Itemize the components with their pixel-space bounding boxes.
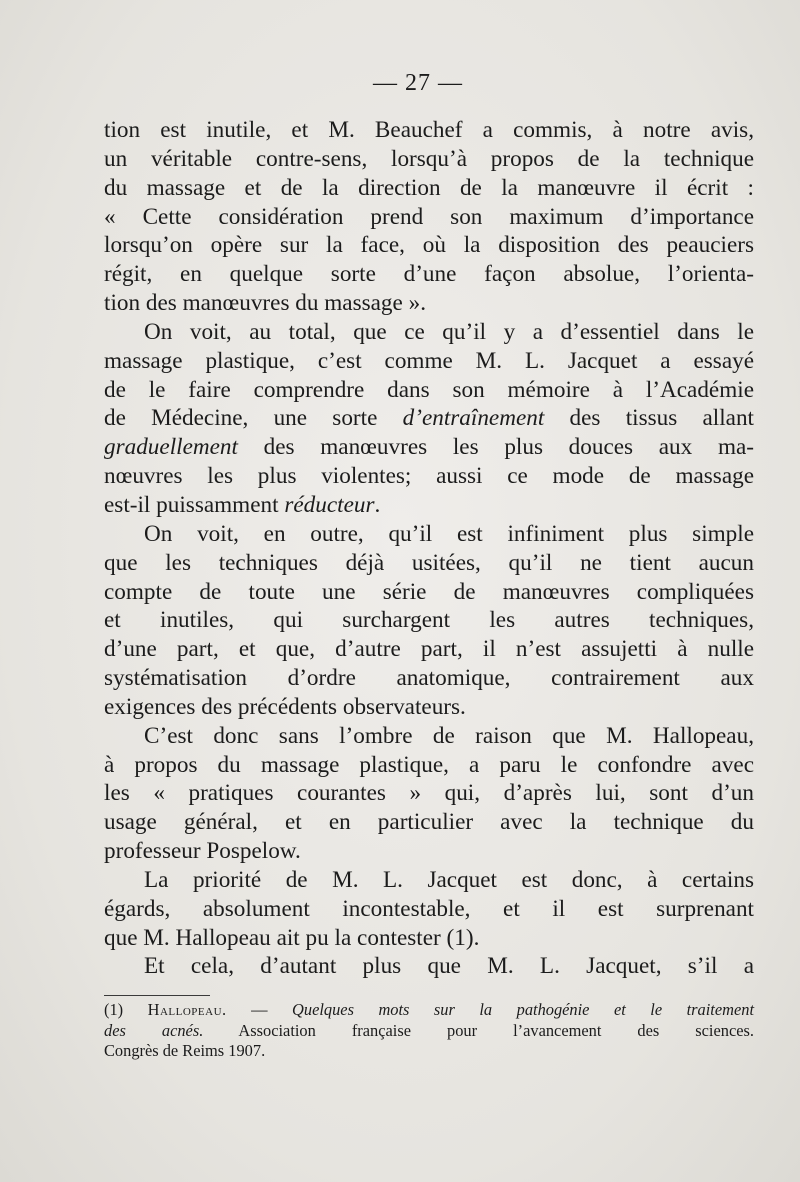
text-line: « Cette considération prend son maximum d’importance xyxy=(104,203,754,230)
footnote-title-cont: des acnés. xyxy=(104,1020,204,1040)
footnote-separator xyxy=(104,995,210,996)
footnote-dash: — xyxy=(226,1000,293,1019)
text-line: systématisation d’ordre anatomique, contrairement aux xyxy=(104,665,754,692)
text-line: que les techniques déjà usitées, qu’il ne tient aucun xyxy=(104,549,754,576)
footnote-author: Hallopeau. xyxy=(147,1000,227,1019)
text-line: exigences des précédents observateurs. xyxy=(104,693,466,720)
text-line: les « pratiques courantes » qui, d’après lui, sont d’un xyxy=(104,780,754,807)
text-line: du massage et de la direction de la manœuvre il écrit : xyxy=(104,174,754,201)
text-line: On voit, en outre, qu’il est infiniment plus simple xyxy=(144,520,754,547)
footnote-rest-a: Association française pour l’avancement des sciences. xyxy=(203,1020,754,1040)
text-line: de le faire comprendre dans son mémoire à l’Académie xyxy=(104,376,754,403)
text-line: C’est donc sans l’ombre de raison que M. Hallopeau, xyxy=(144,722,754,749)
text-line: est-il puissamment réducteur. xyxy=(104,491,381,518)
text-line: nœuvres les plus violentes; aussi ce mode de massage xyxy=(104,463,754,490)
text-line: graduellement des manœuvres les plus douces aux ma- xyxy=(104,434,754,461)
footnote-line-3 xyxy=(104,1041,754,1062)
text-line: à propos du massage plastique, a paru le confondre avec xyxy=(104,751,754,778)
text-line: tion des manœuvres du massage ». xyxy=(104,290,426,317)
text-line: usage général, et en particulier avec la technique du xyxy=(104,809,754,836)
text-line: On voit, au total, que ce qu’il y a d’essentiel dans le xyxy=(144,318,754,345)
text-line: tion est inutile, et M. Beauchef a commis, à notre avis, xyxy=(104,117,754,143)
text-line: compte de toute une série de manœuvres compliquées xyxy=(104,578,754,605)
text-line: d’une part, et que, d’autre part, il n’est assujetti à nulle xyxy=(104,636,754,663)
text-line: régit, en quelque sorte d’une façon absolue, l’orienta- xyxy=(104,261,754,288)
footnote-line-1 xyxy=(104,1000,754,1021)
footnote-marker: (1) xyxy=(104,1000,124,1019)
text-line: La priorité de M. L. Jacquet est donc, à certains xyxy=(144,866,754,893)
footnote-line-2 xyxy=(104,1021,754,1042)
text-line: que M. Hallopeau ait pu la contester (1). xyxy=(104,924,480,951)
text-line: de Médecine, une sorte d’entraînement des tissus allant xyxy=(104,405,754,432)
footnote-title: Quelques mots sur la pathogénie et le traitement xyxy=(292,1000,754,1019)
text-line: et inutiles, qui surchargent les autres techniques, xyxy=(104,607,754,634)
text-line: massage plastique, c’est comme M. L. Jacquet a essayé xyxy=(104,347,754,374)
footnote xyxy=(104,1000,754,1062)
text-line: professeur Pospelow. xyxy=(104,838,301,865)
body-text xyxy=(104,116,754,981)
footnote-rest-b: Congrès de Reims 1907. xyxy=(104,1041,266,1060)
text-line: un véritable contre-sens, lorsqu’à propos de la technique xyxy=(104,145,754,172)
text-line: égards, absolument incontestable, et il est surprenant xyxy=(104,895,754,922)
page-number: — 27 — xyxy=(373,70,463,96)
text-line: Et cela, d’autant plus que M. L. Jacquet, s’il a xyxy=(144,953,754,980)
text-line: lorsqu’on opère sur la face, où la disposition des peauciers xyxy=(104,232,754,259)
